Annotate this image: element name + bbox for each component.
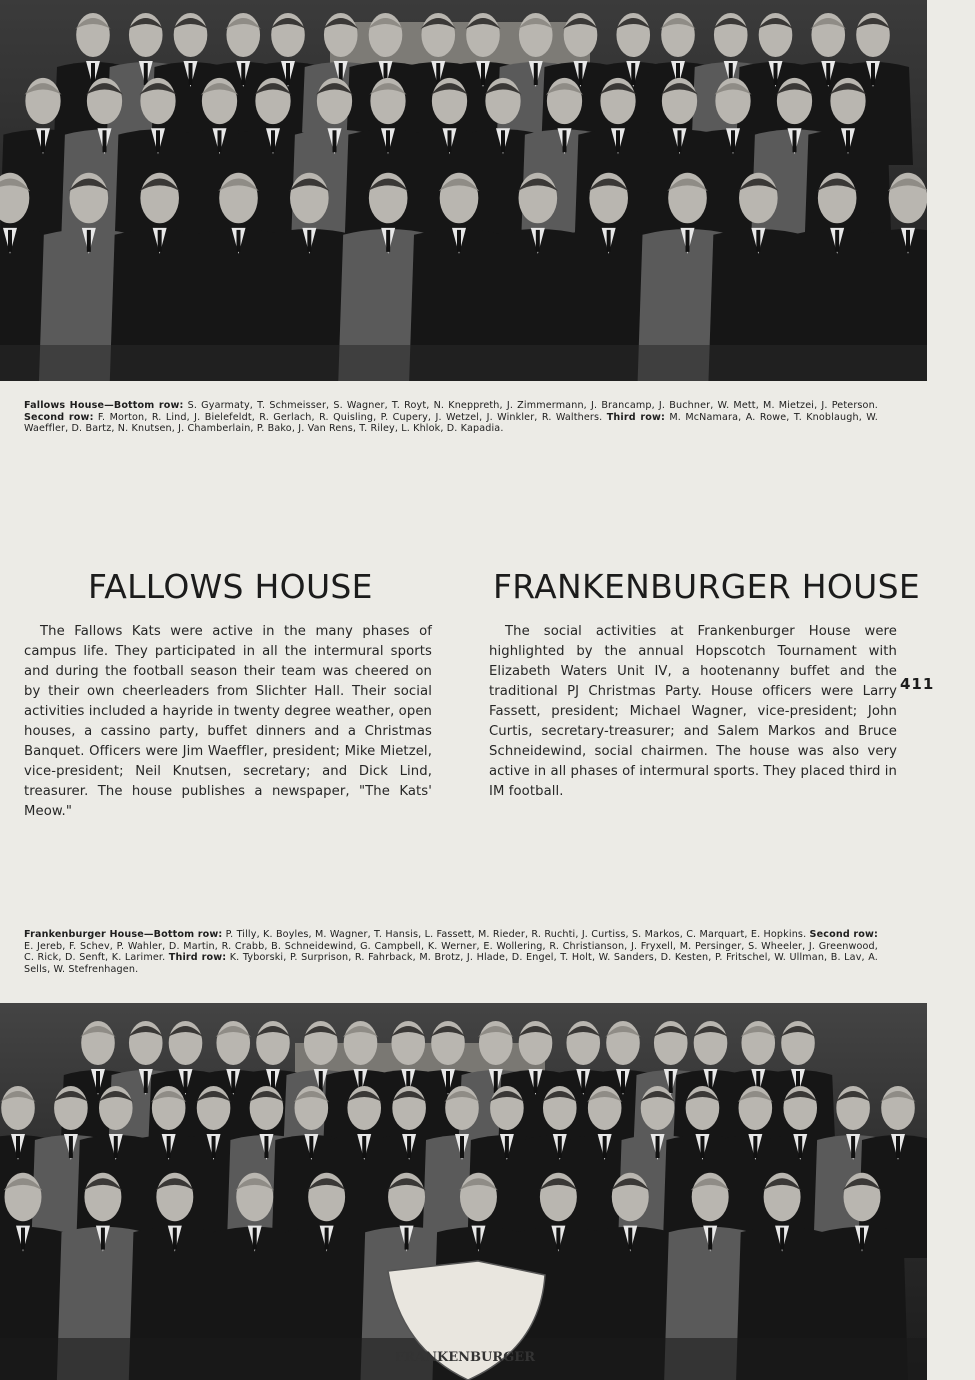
caption-row-names: M. McNamara, A. Rowe, T. Knoblaugh, W. Waeffler, D. Bartz, N. Knutsen, J. Chamberlain, P. Bako, J. Van Rens, T. Riley, L. Khlok, D. Kapadia. — [24, 411, 878, 435]
fallows-photo-figures — [0, 0, 927, 381]
caption-row-names: F. Morton, R. Lind, J. Bielefeldt, R. Gerlach, R. Quisling, P. Cupery, J. Wetzel, J. Winkler, R. Walthers. — [93, 411, 607, 423]
caption-row-names: E. Jereb, F. Schev, P. Wahler, D. Martin, R. Crabb, B. Schneidewind, G. Campbell, K. Werner, E. Wollering, R. Christianson, J. Fryxell, M. Persinger, S. Wheeler, J. Greenwood, C. Rick, D. Senft, K. Larimer. — [24, 940, 878, 964]
caption-row-label: Third row: — [606, 411, 665, 423]
frankenburger-article-text — [489, 622, 897, 802]
fallows-heading: FALLOWS HOUSE — [88, 567, 373, 606]
house-shield — [388, 1261, 545, 1380]
caption-row-names: P. Tilly, K. Boyles, M. Wagner, T. Hansis, L. Fassett, M. Rieder, R. Ruchti, J. Curtiss, S. Markos, C. Marquart, E. Hopkins. — [222, 929, 810, 940]
caption-house-name: Frankenburger House — [24, 929, 144, 940]
caption-house-name: Fallows House — [24, 400, 105, 411]
frankenburger-photo-figures — [0, 1003, 927, 1380]
caption-row-label: Third row: — [168, 952, 227, 964]
caption-row-label: Second row: — [809, 929, 879, 940]
frankenburger-group-photo — [0, 1003, 927, 1380]
page-number: 411 — [900, 675, 935, 693]
fallows-group-photo — [0, 0, 927, 381]
caption-row-names: K. Tyborski, P. Surprison, R. Fahrback, M. Brotz, J. Hlade, D. Engel, T. Holt, W. Sanders, D. Kesten, P. Fritschel, W. Ullman, B. Lav, A. Sells, W. Stefrenhagen. — [24, 952, 878, 975]
fallows-photo-caption — [24, 400, 878, 435]
caption-row-label: —Bottom row: — [104, 400, 184, 411]
fallows-article-text — [24, 622, 432, 822]
frankenburger-photo-caption — [24, 929, 878, 975]
caption-row-label: —Bottom row: — [143, 929, 223, 940]
fallows-paragraph: The Fallows Kats were active in the many phases of campus life. They participated in all the intermural sports and during the football season their team was cheered on by their own cheerleaders from Slichter Hall. Their social activities included a hayride in twenty degree weather, open houses, a cassino party, buffet dinners and a Christmas Banquet. Officers were Jim Waeffler, president; Mike Mietzel, vice-president; Neil Knutsen, secretary; and Dick Lind, treasurer. The house publishes a newspaper, "The Kats' Meow." — [24, 624, 432, 819]
caption-row-names: S. Gyarmaty, T. Schmeisser, S. Wagner, T. Royt, N. Kneppreth, J. Zimmermann, J. Brancamp, J. Buchner, W. Mett, M. Mietzei, J. Peterson. — [183, 400, 879, 411]
frankenburger-heading: FRANKENBURGER HOUSE — [493, 567, 921, 606]
frankenburger-paragraph: The social activities at Frankenburger House were highlighted by the annual Hopscotch Tournament with Elizabeth Waters Unit IV, a hootenanny buffet and the traditional PJ Christmas Party. House officers were Larry Fassett, president; Michael Wagner, vice-president; John Curtis, secretary-treasurer; and Salem Markos and Bruce Schneidewind, social chairmen. The house was also very active in all phases of intermural sports. They placed third in IM football. — [489, 624, 897, 799]
bench — [0, 345, 927, 381]
caption-row-label: Second row: — [24, 411, 94, 423]
shield-label: FRANKENBURGER — [394, 1350, 536, 1365]
